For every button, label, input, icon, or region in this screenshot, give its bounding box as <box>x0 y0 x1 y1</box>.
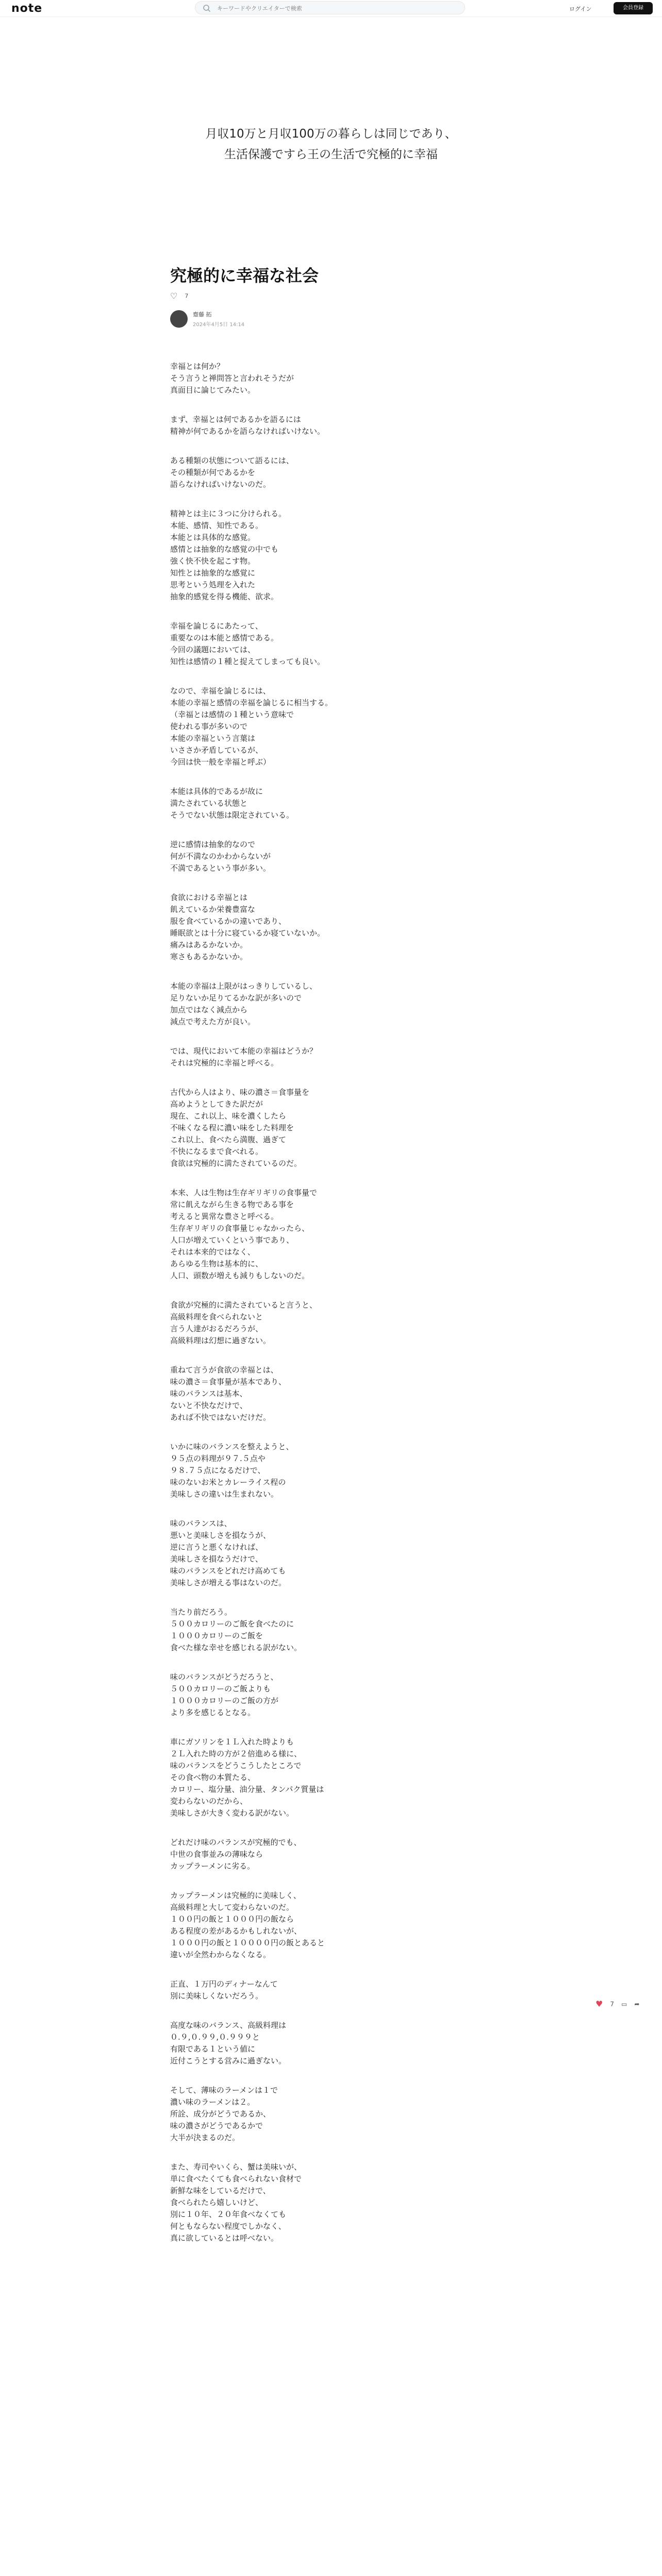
paragraph-line: 近付こうとする営みに過ぎない。 <box>170 2056 287 2065</box>
paragraph-line: 味の濃さ＝食事量が基本であり、 <box>170 1377 287 1386</box>
paragraph-line: カロリー、塩分量、油分量、タンパク質量は <box>170 1785 324 1794</box>
paragraph-line: １０００カロリーのご飯を <box>170 1631 263 1640</box>
paragraph <box>170 1890 490 1961</box>
share-icon[interactable]: ➦ <box>634 2000 640 2008</box>
paragraph-line: 食欲における幸福とは <box>170 893 248 902</box>
paragraph-line: 何ともならない程度でしかなく、 <box>170 2222 286 2231</box>
like-count[interactable]: 7 <box>185 293 189 299</box>
paragraph-line: カップラーメンは究極的に美味しく、 <box>170 1891 301 1900</box>
paragraph-line: 生存ギリギリの食事量じゃなかったら、 <box>170 1224 310 1233</box>
paragraph-line: 本能、感情、知性である。 <box>170 521 263 530</box>
search-input[interactable] <box>216 3 455 13</box>
paragraph <box>170 1441 490 1500</box>
paragraph <box>170 980 490 1028</box>
like-row <box>170 291 188 301</box>
paragraph-line: 高級料理と大して変わらないのだ。 <box>170 1903 294 1912</box>
paragraph-line: 精神が何であるかを語らなければいけない。 <box>170 427 325 436</box>
paragraph-line: 強く快不快を起こす物。 <box>170 556 256 566</box>
paragraph-line: ０.９,０.９９,０.９９９と <box>170 2032 260 2042</box>
paragraph-line: 痛みはあるかないか。 <box>170 940 248 950</box>
paragraph-line: ないと不快なだけで、 <box>170 1401 247 1410</box>
paragraph-line: カップラーメンに劣る。 <box>170 1861 255 1871</box>
paragraph-line: 語らなければいけないのだ。 <box>170 480 271 489</box>
paragraph-line: 高級料理を食べられないと <box>170 1312 263 1321</box>
paragraph-line: 足りないか足りてるかな訳が多いので <box>170 993 302 1003</box>
paragraph-line: 逆に感情は抽象的なので <box>170 840 256 849</box>
comment-icon[interactable]: ▭ <box>621 2000 627 2008</box>
paragraph <box>170 1671 490 1719</box>
paragraph-line: 常に飢えながら生きる物である事を <box>170 1200 294 1209</box>
paragraph-line: いかに味のバランスを整えようと、 <box>170 1442 294 1451</box>
paragraph-line: 車にガソリンを１Ｌ入れた時よりも <box>170 1737 294 1747</box>
paragraph <box>170 508 490 603</box>
paragraph <box>170 1978 490 2002</box>
paragraph-line: 味のないお米とカレーライス程の <box>170 1478 286 1487</box>
paragraph-line: 知性とは抽象的な感覚に <box>170 568 256 578</box>
paragraph-line: 本能の幸福は上限がはっきりしているし、 <box>170 981 318 991</box>
paragraph-line: 高度な味のバランス、高級料理は <box>170 2021 287 2030</box>
paragraph-line: 減点で考えた方が良い。 <box>170 1017 256 1026</box>
paragraph <box>170 1087 490 1170</box>
paragraph-line: 不満であるという事が多い。 <box>170 863 271 873</box>
paragraph-line: 別に１０年、２０年食べなくても <box>170 2210 287 2219</box>
top-navigation-bar <box>0 0 662 17</box>
paragraph-line: 考えると異常な豊さと呼べる。 <box>170 1212 279 1221</box>
paragraph-line: 何が不満なのかわからないが <box>170 852 271 861</box>
paragraph-line: 今回は快一般を幸福と呼ぶ） <box>170 757 271 767</box>
paragraph-line: ９５点の料理が９７.５点や <box>170 1454 266 1463</box>
paragraph-line: 食べられたら嬉しいけど、 <box>170 2198 263 2207</box>
floating-actions <box>595 1999 639 2009</box>
paragraph-line: 別に美味しくないだろう。 <box>170 1991 263 2001</box>
paragraph-line: 幸福とは何か？ <box>170 362 225 371</box>
paragraph <box>170 361 490 396</box>
paragraph <box>170 455 490 490</box>
paragraph-line: １０００円の飯と１００００円の飯とあると <box>170 1938 325 1947</box>
paragraph-line: 加点ではなく減点から <box>170 1005 248 1014</box>
paragraph-line: どれだけ味のバランスが究極的でも、 <box>170 1838 302 1847</box>
paragraph-line: 感情とは抽象的な感覚の中でも <box>170 545 279 554</box>
paragraph-line: 美味しさが増える事はないのだ。 <box>170 1578 287 1587</box>
cover-line-1: 月収10万と月収100万の暮らしは同じであり、 <box>205 127 457 141</box>
paragraph-line: 味のバランスをどうこうしたところで <box>170 1761 302 1770</box>
paragraph-line: 味のバランスがどうだろうと、 <box>170 1672 278 1682</box>
paragraph <box>170 1045 490 1069</box>
paragraph-line: これ以上、食べたら満腹、過ぎて <box>170 1135 287 1144</box>
paragraph-line: 本能の幸福という言葉は <box>170 734 256 743</box>
paragraph-line: あらゆる生物は基本的に、 <box>170 1259 263 1268</box>
paragraph-line: それは本来的ではなく、 <box>170 1247 255 1257</box>
paragraph-line: より多を感じるとなる。 <box>170 1708 256 1717</box>
paragraph-line: 精神とは主に３つに分けられる。 <box>170 509 287 518</box>
paragraph-line: 違いが全然わからなくなる。 <box>170 1950 271 1959</box>
paragraph-line: １００円の飯と１０００円の飯なら <box>170 1914 294 1924</box>
paragraph-line: ５００カロリーのご飯を食べたのに <box>170 1619 294 1629</box>
paragraph <box>170 2020 490 2067</box>
paragraph-line: 真に欲しているとは呼べない。 <box>170 2233 279 2243</box>
paragraph <box>170 414 490 437</box>
search-box[interactable] <box>195 1 465 14</box>
paragraph-line: その食べ物の本質たる、 <box>170 1773 256 1782</box>
paragraph-line: 重要なのは本能と感情である。 <box>170 633 279 642</box>
paragraph-line: 食べた様な幸せを感じれる訳がない。 <box>170 1643 302 1652</box>
paragraph-line: 使われる事が多いので <box>170 722 248 731</box>
article-cover-heading <box>113 124 549 165</box>
paragraph-line: 美味しさが大きく変わる訳がない。 <box>170 1808 294 1818</box>
paragraph-line: 知性は感情の１種と捉えてしまっても良い。 <box>170 657 325 666</box>
cover-line-2: 生活保護ですら王の生活で究極的に幸福 <box>224 148 438 161</box>
note-logo[interactable]: note <box>11 2 43 15</box>
paragraph-line: 高めようとしてきた訳だが <box>170 1099 263 1109</box>
paragraph <box>170 1518 490 1589</box>
paragraph-line: 味のバランスは、 <box>170 1519 232 1528</box>
paragraph-line: １０００カロリーのご飯の方が <box>170 1696 279 1705</box>
paragraph <box>170 1364 490 1423</box>
paragraph-line: 不味くなる程に濃い味をした料理を <box>170 1123 294 1132</box>
paragraph-line: 思考という処理を入れた <box>170 580 256 589</box>
paragraph <box>170 1837 490 1872</box>
paragraph-line: 食欲が究極的に満たされていると言うと、 <box>170 1300 318 1310</box>
paragraph-line: ある程度の差があるかもしれないが、 <box>170 1926 302 1936</box>
paragraph-line: 言う人達がおるだろうが、 <box>170 1324 263 1333</box>
floating-like-count[interactable]: 7 <box>610 2000 614 2008</box>
avatar[interactable] <box>170 310 188 328</box>
paragraph-line: 抽象的感覚を得る機能、欲求。 <box>170 592 279 601</box>
paragraph-line: 重ねて言うが食欲の幸福とは、 <box>170 1365 278 1375</box>
paragraph <box>170 685 490 768</box>
login-link[interactable]: ログイン <box>569 6 592 12</box>
heart-icon[interactable]: ♡ <box>170 291 178 301</box>
paragraph <box>170 839 490 874</box>
paragraph-line: 真面目に論じてみたい。 <box>170 385 256 395</box>
publish-date: 2024年4月5日 14:14 <box>193 322 245 328</box>
paragraph <box>170 2084 490 2144</box>
paragraph <box>170 786 490 821</box>
paragraph-line: 味のバランスをどれだけ高めても <box>170 1566 286 1575</box>
author-info <box>170 310 244 328</box>
paragraph <box>170 2161 490 2244</box>
paragraph-line: 味のバランスは基本、 <box>170 1389 247 1398</box>
paragraph-line: 高級料理は幻想に過ぎない。 <box>170 1336 271 1345</box>
paragraph-line: 今回の議題においては、 <box>170 645 256 654</box>
paragraph-line: 古代から人はより、味の濃さ＝食事量を <box>170 1088 310 1097</box>
paragraph-line: 大半が決まるのだ。 <box>170 2133 240 2142</box>
paragraph-line: 悪いと美味しさを損なうが、 <box>170 1531 271 1540</box>
paragraph-line: ５００カロリーのご飯よりも <box>170 1684 271 1693</box>
paragraph-line: なので、幸福を論じるには、 <box>170 686 271 696</box>
paragraph-line: そうでない状態は限定されている。 <box>170 810 294 820</box>
paragraph-line: 変わらないのだから、 <box>170 1797 248 1806</box>
article-body <box>170 361 490 2262</box>
paragraph <box>170 620 490 668</box>
paragraph-line: 単に食べたくても食べられない食材で <box>170 2174 302 2183</box>
article-title: 究極的に幸福な社会 <box>170 266 319 285</box>
paragraph-line: 本能とは具体的な感覚。 <box>170 533 256 542</box>
paragraph-line: 現在、これ以上、味を濃くしたら <box>170 1111 287 1121</box>
paragraph-line: では、現代において本能の幸福はどうか？ <box>170 1046 318 1056</box>
paragraph-line: また、寿司やいくら、蟹は美味いが、 <box>170 2162 302 2172</box>
paragraph-line: 幸福を論じるにあたって、 <box>170 621 263 631</box>
paragraph <box>170 892 490 963</box>
paragraph-line: 服を食べているかの違いであり、 <box>170 917 287 926</box>
paragraph-line: ある種類の状態について語るには、 <box>170 456 294 465</box>
paragraph-line: 不快になるまで食べれる。 <box>170 1147 263 1156</box>
paragraph <box>170 1736 490 1819</box>
paragraph <box>170 1606 490 1654</box>
paragraph-line: 睡眠欲とは十分に寝ているか寝ていないか。 <box>170 928 325 938</box>
paragraph-line: 新鮮な味をしているだけで、 <box>170 2186 271 2195</box>
search-icon <box>203 4 211 12</box>
paragraph-line: 寒さもあるかないか。 <box>170 952 248 961</box>
paragraph-line: 食欲は究極的に満たされているのだ。 <box>170 1159 302 1168</box>
signup-button[interactable]: 会員登録 <box>614 2 653 14</box>
paragraph-line: （幸福とは感情の１種という意味で <box>170 710 294 719</box>
paragraph-line: 逆に言うと悪くなければ、 <box>170 1543 263 1552</box>
paragraph-line: 濃い味のラーメンは２。 <box>170 2097 255 2107</box>
author-name[interactable]: 齋藤 拓 <box>193 311 212 318</box>
paragraph-line: 本能の幸福と感情の幸福を論じるに相当する。 <box>170 698 333 707</box>
paragraph-line: 当たり前だろう。 <box>170 1607 233 1617</box>
paragraph-line: 中世の食事並みの薄味なら <box>170 1850 263 1859</box>
paragraph-line: 味の濃さがどうであるかで <box>170 2121 263 2130</box>
paragraph-line: 人口、頭数が増えも減りもしないのだ。 <box>170 1271 310 1280</box>
paragraph-line: 美味しさの違いは生まれない。 <box>170 1489 279 1499</box>
paragraph-line: 人口が増えていくという事であり、 <box>170 1235 294 1245</box>
paragraph-line: 満たされている状態と <box>170 799 248 808</box>
paragraph-line: ９８.７５点になるだけで、 <box>170 1466 266 1475</box>
paragraph-line: 美味しさを損なうだけで、 <box>170 1554 263 1564</box>
paragraph-line: ２Ｌ入れた時の方が２倍進める様に、 <box>170 1749 302 1758</box>
paragraph-line: そう言うと禅問答と言われそうだが <box>170 374 294 383</box>
paragraph-line: そして、薄味のラーメンは１で <box>170 2086 278 2095</box>
paragraph-line: 飢えているか栄養豊富な <box>170 905 256 914</box>
paragraph-line: いささか矛盾しているが、 <box>170 745 263 755</box>
paragraph-line: その種類が何であるかを <box>170 468 256 477</box>
heart-filled-icon[interactable]: ♥ <box>595 1999 603 2009</box>
paragraph <box>170 1299 490 1347</box>
paragraph-line: 有限である１という値に <box>170 2044 256 2054</box>
paragraph-line: 正直、１万円のディナーなんて <box>170 1979 278 1989</box>
paragraph-line: それは究極的に幸福と呼べる。 <box>170 1058 279 1067</box>
paragraph-line: あれば不快ではないだけだ。 <box>170 1413 271 1422</box>
paragraph-line: まず、幸福とは何であるかを語るには <box>170 415 301 424</box>
paragraph-line: 所詮、成分がどうであるか、 <box>170 2109 271 2119</box>
paragraph-line: 本能は具体的であるが故に <box>170 787 263 796</box>
paragraph-line: 本来、人は生物は生存ギリギリの食事量で <box>170 1188 318 1197</box>
paragraph <box>170 1187 490 1282</box>
